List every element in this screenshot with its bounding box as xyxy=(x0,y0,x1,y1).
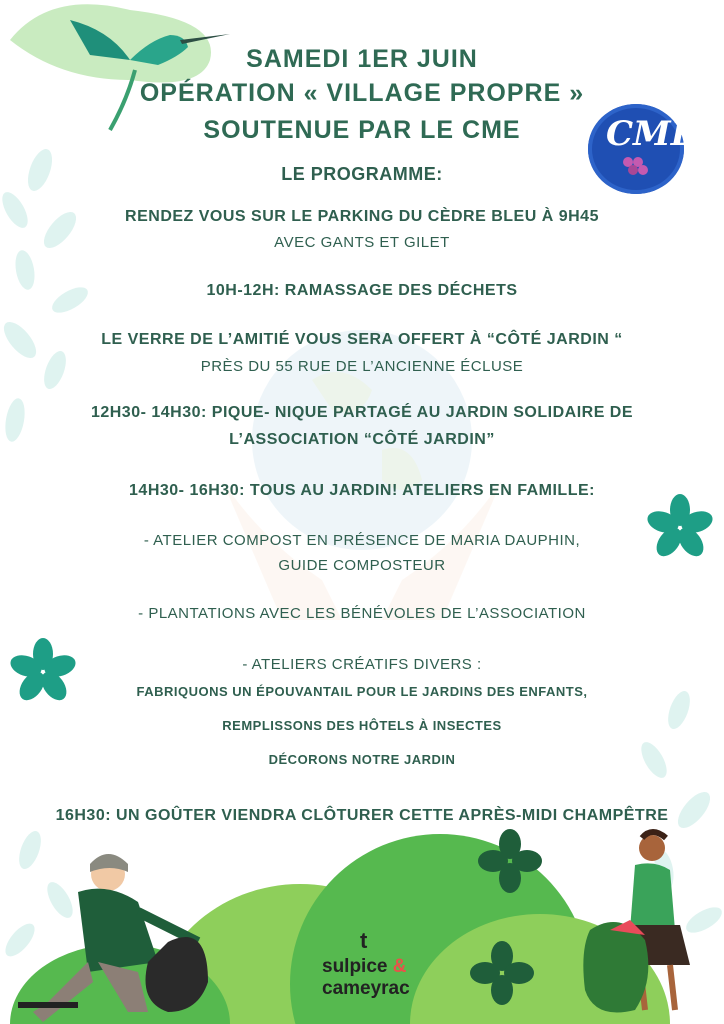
town-logo-line1 xyxy=(322,956,407,978)
volunteer-woman-illustration xyxy=(580,830,710,1020)
event-date-title: SAMEDI 1ER JUIN xyxy=(246,45,478,73)
flower-icon xyxy=(8,637,78,707)
programme-line: - ATELIERS CRÉATIFS DIVERS : xyxy=(242,656,482,673)
programme-line: PRÈS DU 55 RUE DE L’ANCIENNE ÉCLUSE xyxy=(200,358,524,375)
programme-line: RENDEZ VOUS SUR LE PARKING DU CÈDRE BLEU À 9H45 xyxy=(125,208,599,225)
programme-line: 10H-12H: RAMASSAGE DES DÉCHETS xyxy=(206,282,518,299)
programme-heading: LE PROGRAMME: xyxy=(281,164,443,184)
town-logo xyxy=(318,928,436,1020)
programme-line: - ATELIER COMPOST EN PRÉSENCE DE MARIA DAUPHIN, xyxy=(143,532,581,549)
programme-line: DÉCORONS NOTRE JARDIN xyxy=(268,752,456,767)
programme-line: AVEC GANTS ET GILET xyxy=(274,234,450,251)
cme-logo-text: CME xyxy=(606,114,697,154)
town-logo-ampersand: & xyxy=(392,956,407,977)
event-sponsor-title: SOUTENUE PAR LE CME xyxy=(203,116,521,144)
volunteer-man-illustration xyxy=(18,852,218,1022)
event-name-title: OPÉRATION « VILLAGE PROPRE » xyxy=(139,79,585,107)
programme-line: L’ASSOCIATION “CÔTÉ JARDIN” xyxy=(229,431,495,448)
programme-line: 14H30- 16H30: TOUS AU JARDIN! ATELIERS EN FAMILLE: xyxy=(129,482,595,499)
town-logo-sulpice: sulpice xyxy=(322,956,388,977)
programme-line: GUIDE COMPOSTEUR xyxy=(278,557,446,574)
programme-line: - PLANTATIONS AVEC LES BÉNÉVOLES DE L’ASSOCIATION xyxy=(138,605,586,622)
programme-line: FABRIQUONS UN ÉPOUVANTAIL POUR LE JARDINS DES ENFANTS, xyxy=(136,684,588,699)
programme-line: 12H30- 14H30: PIQUE- NIQUE PARTAGÉ AU JARDIN SOLIDAIRE DE xyxy=(90,404,634,421)
programme-line: REMPLISSONS DES HÔTELS À INSECTES xyxy=(222,718,502,733)
town-logo-t: t xyxy=(360,928,368,953)
programme-line: 16H30: UN GOÛTER VIENDRA CLÔTURER CETTE APRÈS-MIDI CHAMPÊTRE xyxy=(55,807,669,824)
programme-line: LE VERRE DE L’AMITIÉ VOUS SERA OFFERT À “CÔTÉ JARDIN “ xyxy=(101,331,623,348)
clover-icon xyxy=(467,938,537,1008)
town-logo-line2: cameyrac xyxy=(322,978,410,999)
clover-icon xyxy=(475,826,545,896)
flower-icon xyxy=(645,493,715,563)
